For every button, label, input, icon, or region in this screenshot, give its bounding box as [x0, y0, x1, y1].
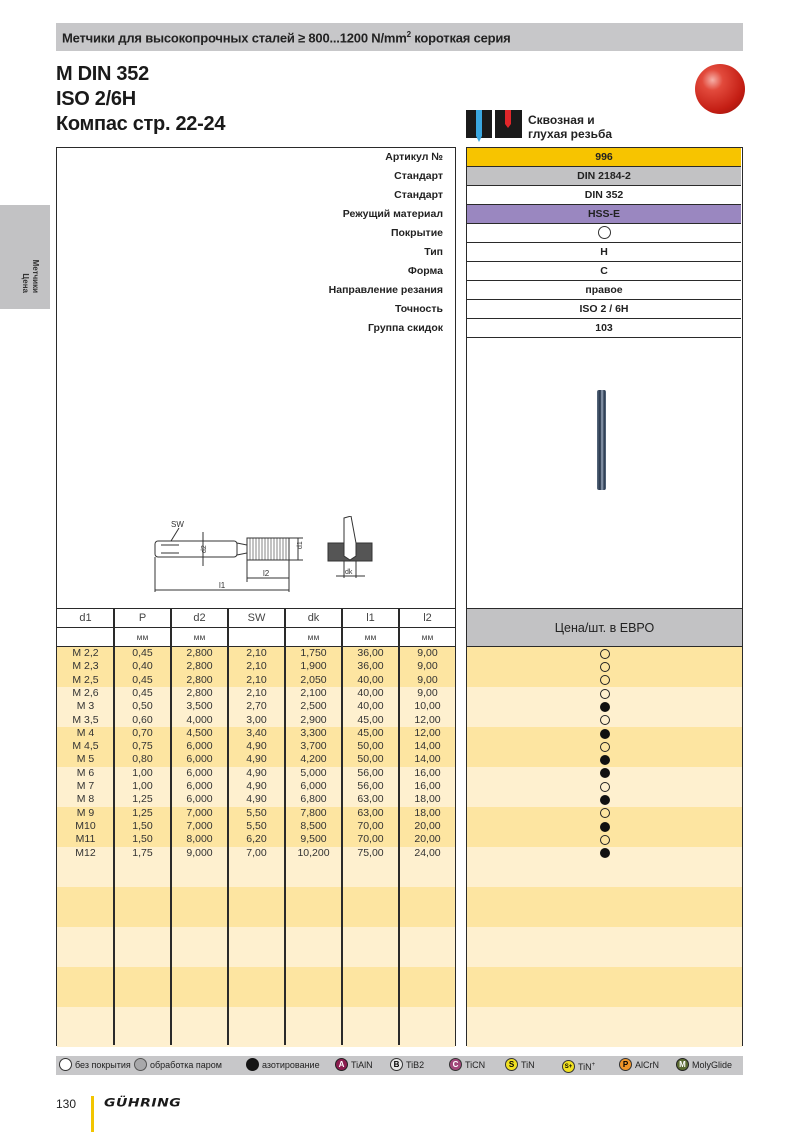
table-cell-d2: 6,000: [186, 793, 213, 806]
coating-legend: [56, 1056, 743, 1075]
coating-s-icon: S: [505, 1058, 518, 1071]
table-cell-d2: 4,000: [186, 713, 213, 726]
table-cell-l2: 24,00: [414, 846, 441, 859]
row-band: [467, 1007, 742, 1047]
property-label: Точность: [394, 303, 443, 315]
legend-label: TiAlN: [351, 1060, 373, 1070]
column-unit: мм: [136, 632, 149, 642]
table-cell-SW: 2,70: [246, 700, 267, 713]
table-cell-d2: 3,500: [186, 700, 213, 713]
footer-divider: [91, 1096, 94, 1132]
table-cell-l1: 50,00: [357, 753, 384, 766]
table-cell-d2: 2,800: [186, 686, 213, 699]
column-divider: [341, 609, 343, 1045]
table-cell-l2: 20,00: [414, 833, 441, 846]
available-open-circle-icon[interactable]: [600, 689, 610, 699]
table-cell-d2: 2,800: [186, 673, 213, 686]
property-value: H: [467, 243, 741, 262]
column-unit: мм: [193, 632, 206, 642]
table-cell-d2: 7,000: [186, 806, 213, 819]
table-cell-SW: 5,50: [246, 819, 267, 832]
table-cell-d1: M 4: [76, 726, 95, 739]
table-cell-d2: 9,000: [186, 846, 213, 859]
table-cell-dk: 3,700: [300, 740, 327, 753]
legend-item: [676, 1058, 732, 1073]
table-cell-l2: 14,00: [414, 740, 441, 753]
table-cell-l2: 10,00: [414, 700, 441, 713]
coating-p-icon: P: [619, 1058, 632, 1071]
table-cell-P: 0,45: [132, 647, 153, 659]
property-value: 103: [467, 319, 741, 338]
table-cell-l1: 40,00: [357, 673, 384, 686]
available-open-circle-icon[interactable]: [600, 782, 610, 792]
coating-m-icon: M: [676, 1058, 689, 1071]
table-cell-P: 0,75: [132, 740, 153, 753]
table-cell-l1: 36,00: [357, 647, 384, 659]
table-cell-d1: M 3: [76, 700, 95, 713]
property-label: Режущий материал: [342, 208, 443, 220]
page-number: 130: [56, 1097, 77, 1111]
table-cell-d1: M 2,5: [72, 673, 99, 686]
table-cell-P: 0,60: [132, 713, 153, 726]
l1-label: l1: [219, 581, 226, 590]
legend-label: TiN: [578, 1062, 592, 1072]
dimensions-table: [56, 608, 456, 1046]
table-cell-d1: M 6: [76, 766, 95, 779]
table-cell-SW: 7,00: [246, 846, 267, 859]
table-cell-dk: 2,100: [300, 686, 327, 699]
table-cell-d2: 4,500: [186, 726, 213, 739]
table-cell-l2: 9,00: [417, 673, 438, 686]
available-open-circle-icon[interactable]: [600, 742, 610, 752]
table-cell-dk: 6,800: [300, 793, 327, 806]
d1-label: d1: [297, 541, 304, 549]
in-stock-filled-dot-icon[interactable]: [600, 729, 610, 739]
table-cell-P: 1,25: [132, 793, 153, 806]
legend-label: азотирование: [262, 1060, 320, 1070]
property-value: DIN 352: [467, 186, 741, 205]
table-cell-l2: 9,00: [417, 686, 438, 699]
table-cell-P: 0,70: [132, 726, 153, 739]
table-cell-d1: M 9: [76, 806, 95, 819]
table-cell-P: 0,45: [132, 686, 153, 699]
tap-product-image: [597, 390, 606, 490]
property-label: Группа скидок: [368, 322, 443, 334]
table-cell-SW: 3,00: [246, 713, 267, 726]
table-cell-d2: 7,000: [186, 819, 213, 832]
property-value: HSS-E: [467, 205, 741, 224]
table-cell-l2: 18,00: [414, 793, 441, 806]
product-title-standard: M DIN 352: [56, 63, 149, 85]
table-cell-l1: 70,00: [357, 819, 384, 832]
product-title-compass-ref: Компас стр. 22-24: [56, 113, 226, 135]
table-cell-l1: 56,00: [357, 766, 384, 779]
table-cell-SW: 4,90: [246, 793, 267, 806]
table-cell-l1: 50,00: [357, 740, 384, 753]
row-band: [467, 927, 742, 967]
table-cell-P: 1,75: [132, 846, 153, 859]
legend-item: [562, 1058, 595, 1073]
table-cell-SW: 4,90: [246, 753, 267, 766]
side-tab-taps-price[interactable]: [0, 205, 50, 309]
table-cell-P: 1,50: [132, 819, 153, 832]
legend-item: [619, 1058, 659, 1073]
property-value: DIN 2184-2: [467, 167, 741, 186]
property-value: ISO 2 / 6H: [467, 300, 741, 319]
table-cell-dk: 1,900: [300, 660, 327, 673]
column-divider: [284, 609, 286, 1045]
l2-label: l2: [263, 569, 270, 578]
dk-label: dk: [345, 569, 353, 576]
table-cell-l1: 45,00: [357, 713, 384, 726]
table-cell-SW: 6,20: [246, 833, 267, 846]
through-and-blind-hole-icon: [466, 110, 522, 142]
property-label: Стандарт: [394, 170, 443, 182]
available-open-circle-icon[interactable]: [600, 649, 610, 659]
table-cell-dk: 10,200: [297, 846, 330, 859]
table-cell-SW: 2,10: [246, 673, 267, 686]
coating-swatch-icon: [59, 1058, 72, 1071]
category-banner: [56, 23, 743, 51]
tap-dimension-drawing: [151, 516, 381, 606]
table-cell-d2: 6,000: [186, 780, 213, 792]
table-cell-dk: 2,900: [300, 713, 327, 726]
table-cell-dk: 3,300: [300, 726, 327, 739]
table-cell-SW: 3,40: [246, 726, 267, 739]
legend-label: TiN: [521, 1060, 535, 1070]
column-divider: [398, 609, 400, 1045]
table-cell-l2: 16,00: [414, 780, 441, 792]
table-cell-l1: 70,00: [357, 833, 384, 846]
price-column: [466, 608, 743, 1046]
legend-sup: +: [591, 1062, 596, 1068]
table-cell-d1: M 5: [76, 753, 95, 766]
table-cell-d2: 8,000: [186, 833, 213, 846]
guhring-logo: GÜHRING: [104, 1096, 182, 1110]
column-unit: мм: [421, 632, 434, 642]
table-cell-l1: 40,00: [357, 700, 384, 713]
column-header-d1: d1: [79, 612, 92, 624]
table-cell-l2: 20,00: [414, 819, 441, 832]
legend-label: AlCrN: [635, 1060, 659, 1070]
row-band: [467, 887, 742, 927]
thread-type-label: Сквозная и глухая резьба: [528, 113, 613, 141]
table-cell-d2: 6,000: [186, 740, 213, 753]
table-cell-l2: 12,00: [414, 713, 441, 726]
table-cell-dk: 2,500: [300, 700, 327, 713]
table-cell-dk: 2,050: [300, 673, 327, 686]
column-divider: [113, 609, 115, 1045]
table-cell-dk: 6,000: [300, 780, 327, 792]
table-cell-d2: 6,000: [186, 753, 213, 766]
row-band: [57, 887, 455, 927]
property-label: Стандарт: [394, 189, 443, 201]
category-banner-text: Метчики для высокопрочных сталей ≥ 800...1200 $N/mm^2$ короткая серия: [62, 30, 511, 46]
table-cell-dk: 7,800: [300, 806, 327, 819]
table-cell-l2: 9,00: [417, 660, 438, 673]
legend-label: TiB2: [406, 1060, 425, 1070]
legend-item: [335, 1058, 373, 1073]
table-cell-d1: M 2,2: [72, 647, 99, 659]
column-header-l1: l1: [366, 612, 375, 624]
price-header: Цена/шт. в ЕВРО: [467, 609, 742, 647]
legend-item: [134, 1058, 222, 1073]
table-cell-l1: 63,00: [357, 806, 384, 819]
table-cell-l1: 75,00: [357, 846, 384, 859]
properties-panel: [56, 147, 456, 608]
uncoated-circle-icon: [598, 226, 611, 239]
table-cell-SW: 5,50: [246, 806, 267, 819]
legend-item: [390, 1058, 424, 1073]
sw-label: SW: [171, 520, 184, 529]
column-unit: мм: [364, 632, 377, 642]
table-cell-P: 1,00: [132, 780, 153, 792]
table-cell-SW: 2,10: [246, 686, 267, 699]
table-cell-d1: M11: [75, 833, 96, 846]
coating-splus-icon: S+: [562, 1060, 575, 1073]
legend-item: [505, 1058, 535, 1073]
legend-label: TiCN: [465, 1060, 486, 1070]
table-cell-SW: 2,10: [246, 647, 267, 659]
column-header-dk: dk: [307, 612, 320, 624]
table-cell-d1: M 3,5: [72, 713, 99, 726]
table-cell-l2: 18,00: [414, 806, 441, 819]
column-header-d2: d2: [193, 612, 206, 624]
table-cell-dk: 5,000: [300, 766, 327, 779]
table-cell-d2: 6,000: [186, 766, 213, 779]
table-cell-SW: 4,90: [246, 740, 267, 753]
table-cell-P: 1,00: [132, 766, 153, 779]
coating-swatch-icon: [246, 1058, 259, 1071]
table-cell-dk: 9,500: [300, 833, 327, 846]
table-cell-l2: 9,00: [417, 647, 438, 659]
column-divider: [227, 609, 229, 1045]
property-label: Форма: [407, 265, 443, 277]
in-stock-filled-dot-icon[interactable]: [600, 822, 610, 832]
table-cell-l1: 36,00: [357, 660, 384, 673]
column-unit: мм: [307, 632, 320, 642]
table-cell-P: 0,40: [132, 660, 153, 673]
table-cell-dk: 4,200: [300, 753, 327, 766]
table-cell-l1: 63,00: [357, 793, 384, 806]
table-cell-P: 1,25: [132, 806, 153, 819]
table-cell-l2: 14,00: [414, 753, 441, 766]
property-label: Направление резания: [328, 284, 443, 296]
hss-e-material-ball-icon: [695, 64, 745, 114]
property-value: C: [467, 262, 741, 281]
in-stock-filled-dot-icon[interactable]: [600, 702, 610, 712]
table-cell-P: 1,50: [132, 833, 153, 846]
column-header-l2: l2: [423, 612, 432, 624]
column-header-SW: SW: [247, 612, 266, 624]
row-band: [57, 927, 455, 967]
table-cell-l2: 16,00: [414, 766, 441, 779]
legend-label: без покрытия: [75, 1060, 131, 1070]
legend-item: [449, 1058, 485, 1073]
property-value: 996: [467, 148, 741, 167]
table-cell-d1: M 2,6: [72, 686, 99, 699]
legend-item: [246, 1058, 320, 1073]
table-cell-d2: 2,800: [186, 660, 213, 673]
legend-label: обработка паром: [150, 1060, 222, 1070]
table-cell-l1: 56,00: [357, 780, 384, 792]
column-divider: [170, 609, 172, 1045]
product-title-tolerance: ISO 2/6H: [56, 88, 136, 110]
table-cell-l1: 45,00: [357, 726, 384, 739]
row-band: [57, 967, 455, 1007]
row-band: [467, 967, 742, 1007]
table-cell-SW: 4,90: [246, 780, 267, 792]
property-value: [467, 224, 741, 243]
coating-swatch-icon: [134, 1058, 147, 1071]
table-cell-d1: M 4,5: [72, 740, 99, 753]
side-tab-label: Метчики Цена: [21, 259, 40, 293]
table-cell-d1: M 8: [76, 793, 95, 806]
table-cell-l2: 12,00: [414, 726, 441, 739]
table-cell-l1: 40,00: [357, 686, 384, 699]
legend-item: [59, 1058, 131, 1073]
properties-values-panel: [466, 147, 743, 608]
property-label: Покрытие: [390, 227, 443, 239]
d2-label: d2: [201, 545, 208, 553]
available-open-circle-icon[interactable]: [600, 835, 610, 845]
column-header-P: P: [138, 612, 147, 624]
table-cell-d1: M12: [75, 846, 96, 859]
table-cell-P: 0,80: [132, 753, 153, 766]
table-cell-SW: 2,10: [246, 660, 267, 673]
property-value: правое: [467, 281, 741, 300]
legend-label: MolyGlide: [692, 1060, 733, 1070]
table-cell-d1: M10: [75, 819, 96, 832]
available-open-circle-icon[interactable]: [600, 662, 610, 672]
table-cell-dk: 8,500: [300, 819, 327, 832]
table-cell-dk: 1,750: [300, 647, 327, 659]
coating-c-icon: C: [449, 1058, 462, 1071]
table-cell-d1: M 7: [76, 780, 95, 792]
table-cell-SW: 4,90: [246, 766, 267, 779]
coating-b-icon: B: [390, 1058, 403, 1071]
row-band: [57, 1007, 455, 1047]
table-cell-d2: 2,800: [186, 647, 213, 659]
property-label: Артикул №: [385, 151, 443, 163]
table-cell-P: 0,50: [132, 700, 153, 713]
property-label: Тип: [424, 246, 443, 258]
in-stock-filled-dot-icon[interactable]: [600, 795, 610, 805]
table-cell-P: 0,45: [132, 673, 153, 686]
coating-a-icon: A: [335, 1058, 348, 1071]
table-cell-d1: M 2,3: [72, 660, 99, 673]
